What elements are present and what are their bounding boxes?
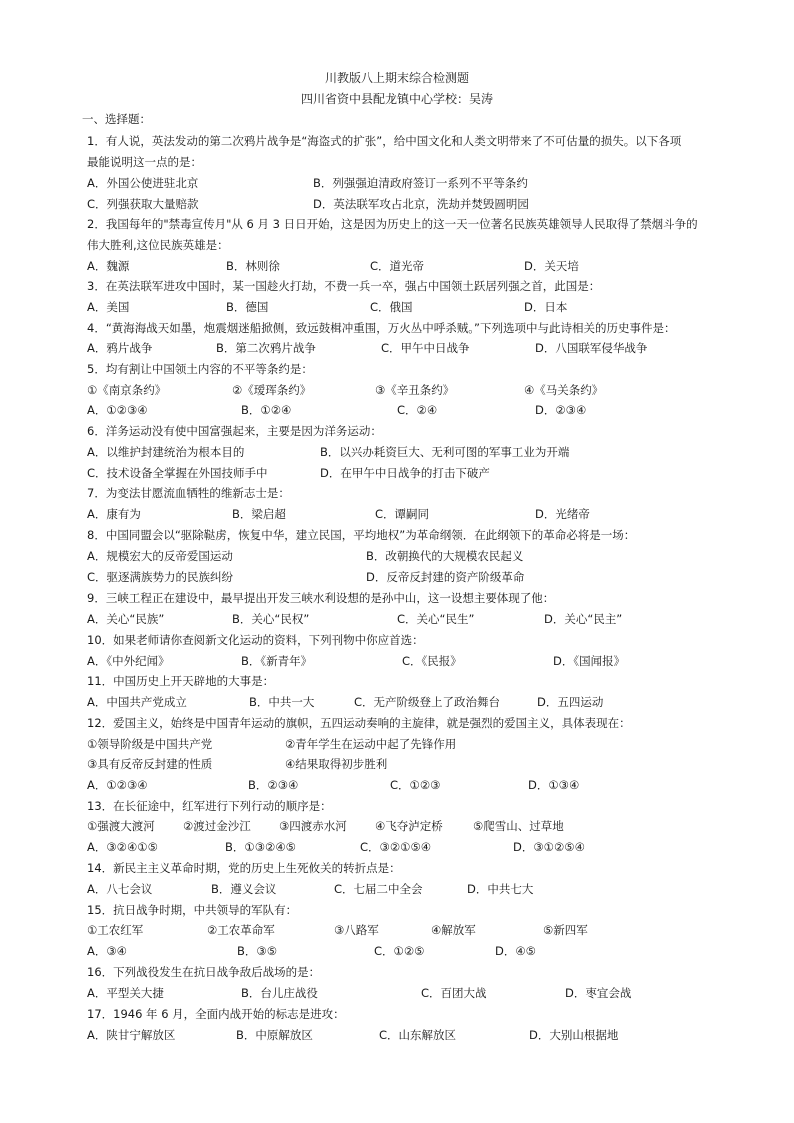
answer-option: C．①②⑤ [374,944,425,958]
answer-option: C．技术设备全掌握在外国技师手中 [87,466,268,480]
answer-option: D．枣宜会战 [565,986,632,1000]
answer-option: C．道光帝 [370,259,425,273]
answer-option: D．在甲午中日战争的打击下破产 [320,466,490,480]
answer-option: A．中国共产党成立 [87,695,187,709]
answer-option: B．③⑤ [237,944,278,958]
answer-option: C．列强获取大量赔款 [87,197,199,211]
question-stem: 4．“黄海海战天如墨，炮震烟迷船掀侧，致远鼓楫冲重围，万火丛中呼杀贼。”下列选项中与此诗相关的历史事件是： [87,321,676,335]
statement-item: ③《辛丑条约》 [375,383,455,397]
question-stem: 2．我国每年的"禁毒宣传月"从 6 月 3 日日开始，这是因为历史上的这一天一位著名民族英雄领导人民取得了禁烟斗争的 [87,217,698,231]
answer-option: A．陕甘宁解放区 [87,1028,176,1042]
question-stem: 3．在英法联军进攻中国时，某一国趁火打劫，不费一兵一卒，强占中国领土跃居列强之首，此国是： [87,279,601,293]
question-stem: 15．抗日战争时期，中共领导的军队有： [87,903,298,917]
answer-option: D．《国闻报》 [553,654,626,668]
answer-option: B．中原解放区 [236,1028,313,1042]
answer-option: B．《新青年》 [241,654,313,668]
statement-item: ③四渡赤水河 [279,819,347,833]
statement-item: ③八路军 [334,923,379,937]
answer-option: C．关心“民生” [397,612,475,626]
statement-item: ②工农革命军 [207,923,275,937]
question-stem: 5．均有割让中国领土内容的不平等条约是： [87,362,313,376]
statement-item: ⑤新四军 [543,923,588,937]
answer-option: A．③④ [87,944,127,958]
answer-option: D．④⑤ [495,944,536,958]
answer-option: D．八国联军侵华战争 [535,341,648,355]
statement-item: ①领导阶级是中国共产党 [87,737,213,751]
statement-item: ②《瑷珲条约》 [232,383,312,397]
answer-option: C．③②①⑤④ [360,840,432,854]
statement-item: ③具有反帝反封建的性质 [87,757,213,771]
answer-option: A．关心“民族” [87,612,165,626]
answer-option: B．②③④ [248,778,299,792]
answer-option: D．关天培 [524,259,579,273]
answer-option: A．①②③④ [87,403,148,417]
question-stem: 14．新民主主义革命时期，党的历史上生死攸关的转折点是： [87,861,401,875]
statement-item: ④解放军 [431,923,476,937]
answer-option: C．七届二中全会 [334,882,423,896]
answer-option: B．遵义会议 [211,882,277,896]
answer-option: A．外国公使进驻北京 [87,176,199,190]
answer-option: D．五四运动 [537,695,604,709]
statement-item: ④飞夺泸定桥 [375,819,443,833]
answer-option: D．日本 [524,300,568,314]
answer-option: A．魏源 [87,259,130,273]
answer-option: C．《民报》 [402,654,462,668]
question-stem: 17．1946 年 6 月，全面内战开始的标志是进攻： [87,1007,345,1021]
answer-option: B．第二次鸦片战争 [216,341,316,355]
answer-option: D．大别山根据地 [529,1028,619,1042]
answer-option: B．台儿庄战役 [241,986,318,1000]
question-stem: 7．为变法甘愿流血牺牲的维新志士是： [87,486,290,500]
question-stem: 10．如果老师请你查阅新文化运动的资料，下列刊物中你应首选： [87,633,424,647]
answer-option: A．①②③④ [87,778,148,792]
statement-item: ④《马关条约》 [524,383,604,397]
answer-option: D．中共七大 [467,882,534,896]
answer-option: A．康有为 [87,507,141,521]
answer-option: B．①③②④⑤ [225,840,296,854]
answer-option: C．山东解放区 [379,1028,457,1042]
answer-option: B．①②④ [241,403,292,417]
answer-option: D．英法联军攻占北京，洗劫并焚毁圆明园 [313,197,529,211]
statement-item: ②渡过金沙江 [183,819,251,833]
statement-item: ①《南京条约》 [87,383,167,397]
answer-option: D．光绪帝 [535,507,590,521]
answer-option: C．谭嗣同 [375,507,430,521]
answer-option: C．俄国 [370,300,413,314]
answer-option: D．关心“民主” [544,612,623,626]
question-stem: 6．洋务运动没有使中国富强起来，主要是因为洋务运动： [87,424,382,438]
answer-option: C．甲午中日战争 [381,341,470,355]
question-stem: 11．中国历史上开天辟地的大事是： [87,674,275,688]
answer-option: A．八七会议 [87,882,153,896]
exam-author: 四川省资中县配龙镇中心学校：吴涛 [300,92,493,106]
question-stem: 8．中国同盟会以“驱除鞑虏，恢复中华，建立民国，平均地权”为革命纲领．在此纲领下的革命必将是一场： [87,528,636,542]
answer-option: A．美国 [87,300,130,314]
question-stem: 12．爱国主义，始终是中国青年运动的旗帜，五四运动奏响的主旋律，就是强烈的爱国主义，具体表现在： [87,716,631,730]
answer-option: D．③①②⑤④ [513,840,585,854]
answer-option: B．关心“民权” [232,612,310,626]
statement-item: ④结果取得初步胜利 [285,757,388,771]
answer-option: B．列强强迫清政府签订一系列不平等条约 [313,176,528,190]
answer-option: D．反帝反封建的资产阶级革命 [366,570,525,584]
question-stem: 1．有人说，英法发动的第二次鸦片战争是“海盗式的扩张”，给中国文化和人类文明带来了不可估量的损失。以下各项 [87,134,682,148]
answer-option: B．德国 [226,300,269,314]
answer-option: B．中共一大 [249,695,315,709]
statement-item: ②青年学生在运动中起了先锋作用 [285,737,457,751]
question-stem: 最能说明这一点的是： [87,155,202,169]
answer-option: A．以维护封建统治为根本目的 [87,445,245,459]
question-stem: 9．三峡工程正在建设中，最早提出开发三峡水利设想的是孙中山，这一设想主要体现了他： [87,591,555,605]
exam-title: 川教版八上期末综合检测题 [324,71,469,85]
answer-option: A．③②④①⑤ [87,840,158,854]
question-stem: 伟大胜利,这位民族英雄是： [87,238,229,252]
question-stem: 13．在长征途中，红军进行下列行动的顺序是： [87,799,332,813]
answer-option: A．《中外纪闻》 [87,654,170,668]
answer-option: D．②③④ [535,403,587,417]
answer-option: B．梁启超 [232,507,286,521]
answer-option: B．林则徐 [226,259,280,273]
answer-option: A．平型关大捷 [87,986,164,1000]
answer-option: A．规模宏大的反帝爱国运动 [87,549,233,563]
answer-option: B．改朝换代的大规模农民起义 [366,549,524,563]
statement-item: ①强渡大渡河 [87,819,155,833]
answer-option: C．无产阶级登上了政治舞台 [354,695,501,709]
statement-item: ①工农红军 [87,923,144,937]
answer-option: C．②④ [397,403,438,417]
answer-option: A．鸦片战争 [87,341,153,355]
statement-item: ⑤爬雪山、过草地 [473,819,564,833]
answer-option: C．驱逐满族势力的民族纠纷 [87,570,234,584]
answer-option: B．以兴办耗资巨大、无利可图的军事工业为开端 [320,445,570,459]
answer-option: D．①③④ [528,778,580,792]
question-stem: 16．下列战役发生在抗日战争敌后战场的是： [87,965,321,979]
section-heading: 一、选择题： [82,112,151,126]
answer-option: C．百团大战 [421,986,487,1000]
answer-option: C．①②③ [390,778,441,792]
